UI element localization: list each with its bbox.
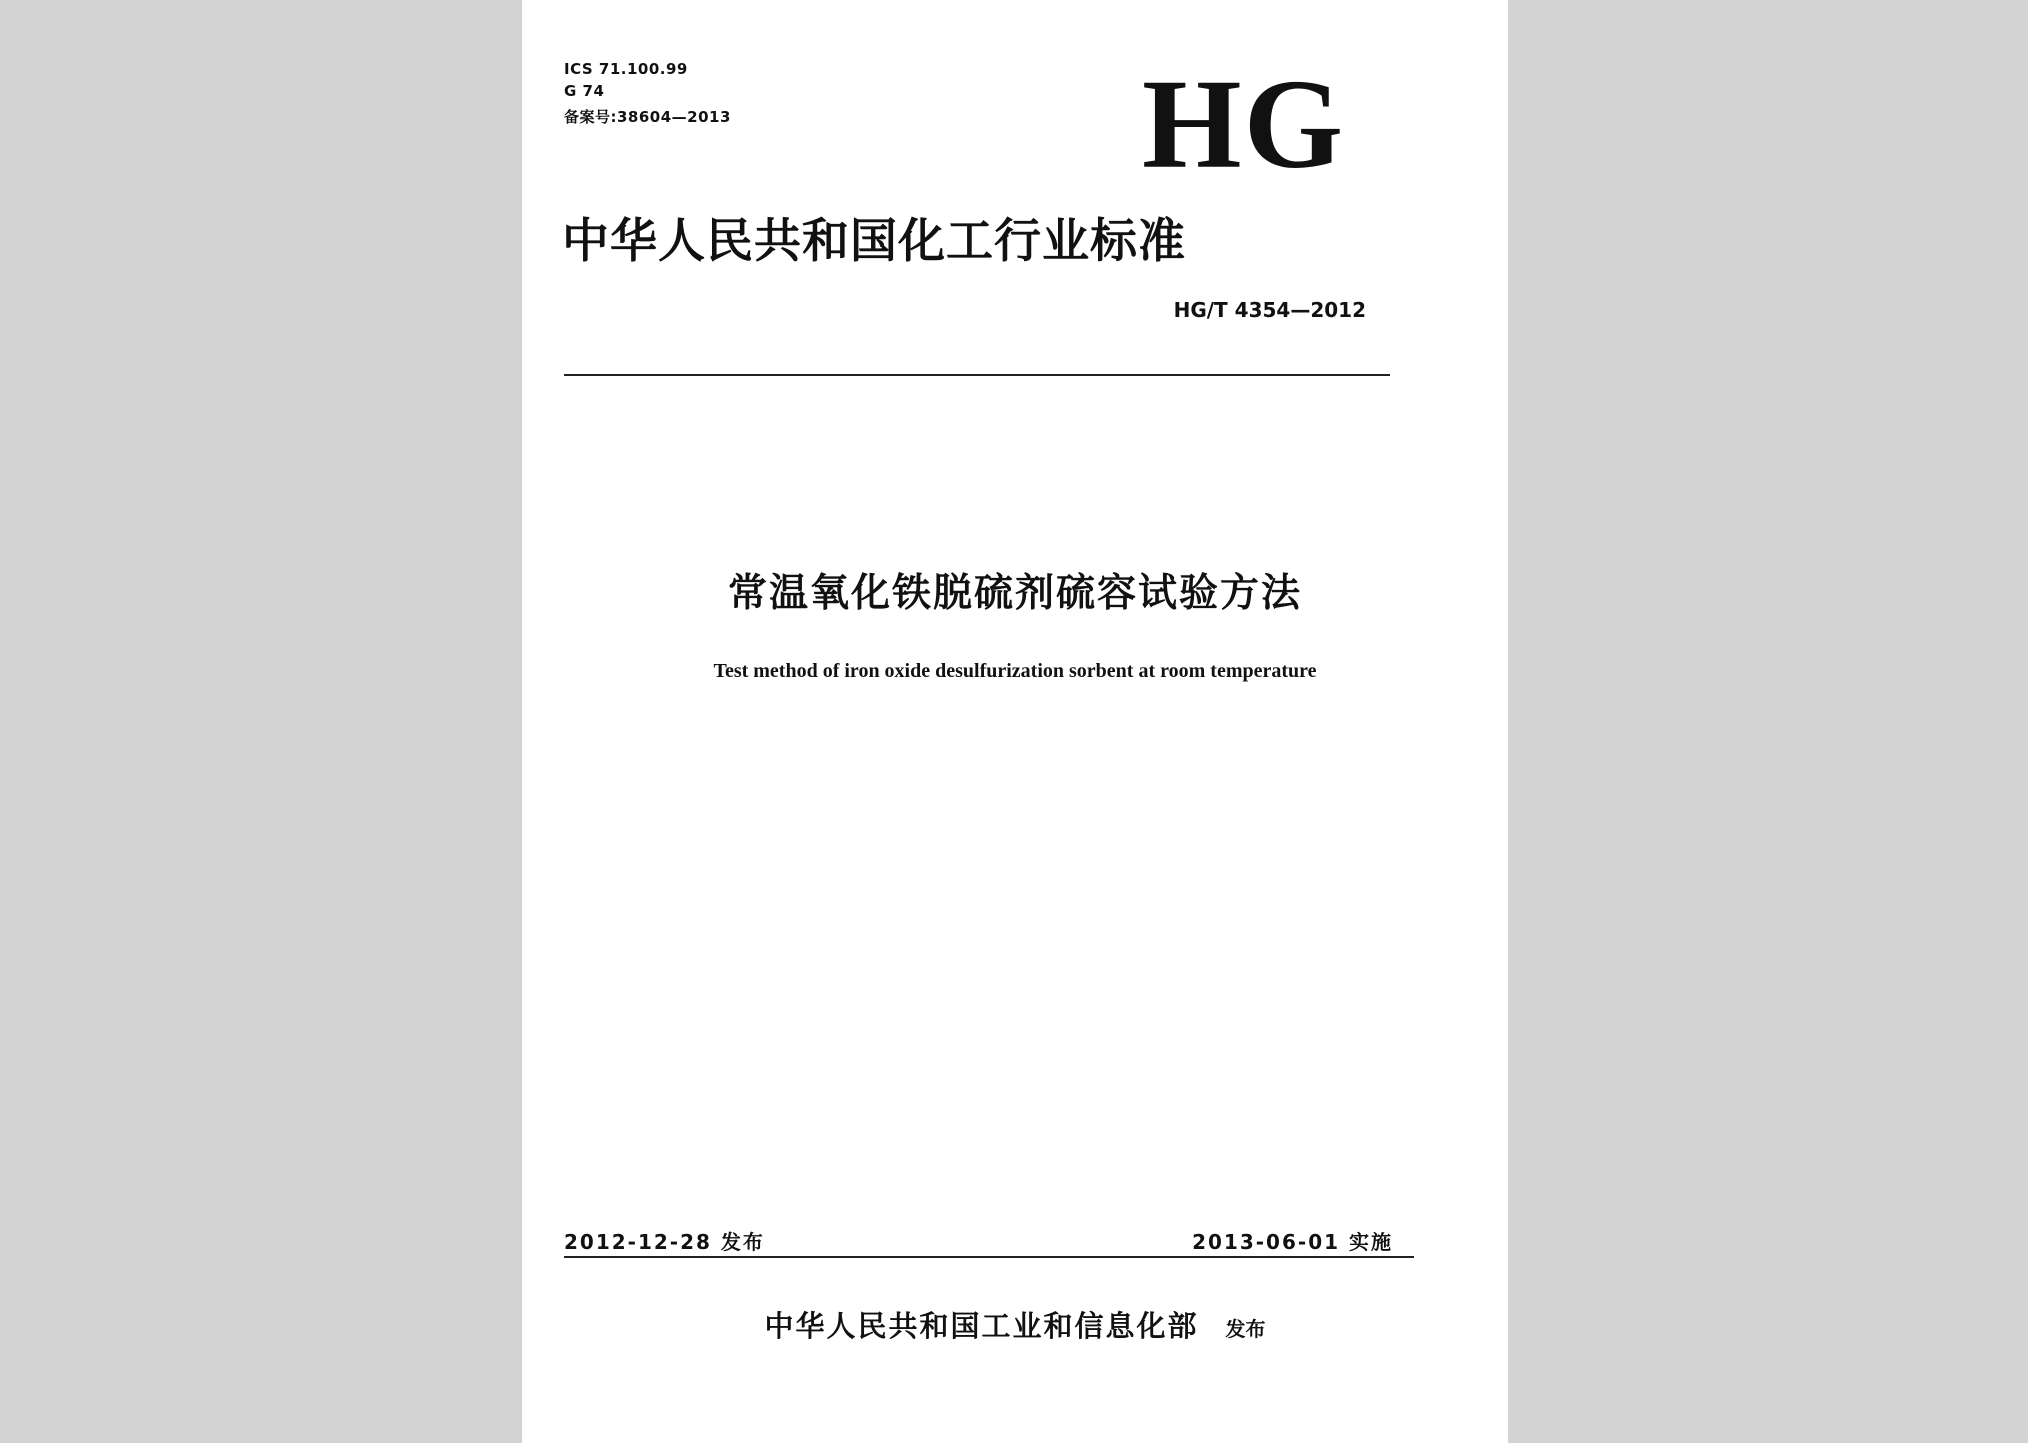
issue-date: 2012-12-28 发布 bbox=[564, 1230, 765, 1254]
ics-code: ICS 71.100.99 bbox=[564, 60, 688, 78]
record-number: 备案号:38604—2013 bbox=[564, 108, 731, 126]
title-english: Test method of iron oxide desulfurization sorbent at room temperature bbox=[713, 660, 1317, 682]
publisher-suffix: 发布 bbox=[1225, 1317, 1266, 1341]
title-chinese: 常温氧化铁脱硫剂硫容试验方法 bbox=[727, 571, 1302, 616]
bottom-divider bbox=[564, 1256, 1414, 1258]
ccs-code: G 74 bbox=[564, 82, 605, 100]
industry-standard-title: 中华人民共和国化工行业标准 bbox=[562, 214, 1186, 269]
document-page bbox=[522, 0, 1508, 1443]
publisher-line bbox=[522, 1304, 1508, 1345]
implementation-date: 2013-06-01 实施 bbox=[1192, 1230, 1393, 1254]
standard-number: HG/T 4354—2012 bbox=[1173, 298, 1366, 322]
top-divider bbox=[564, 374, 1390, 376]
publisher-name: 中华人民共和国工业和信息化部 bbox=[764, 1309, 1199, 1343]
hg-logo: HG bbox=[1142, 53, 1346, 195]
